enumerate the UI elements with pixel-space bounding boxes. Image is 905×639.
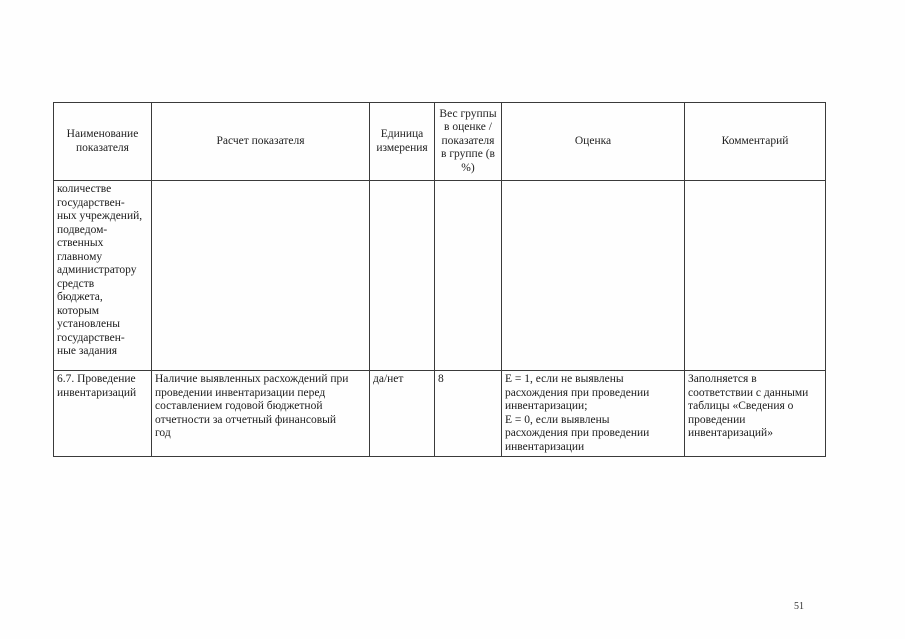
continuation-name-cell: количестве государствен- ных учреждений, подведом- ственных главному администратору средств бюджета, которым установлены государствен- ные задания: [54, 181, 152, 371]
header-calculation: Расчет показателя: [152, 103, 370, 181]
header-weight: Вес группы в оценке / показателя в группе (в %): [435, 103, 502, 181]
header-indicator-name: Наименование показателя: [54, 103, 152, 181]
row-6-7-weight: 8: [435, 371, 502, 457]
row-6-7-unit: да/нет: [370, 371, 435, 457]
empty-cell: [685, 181, 826, 371]
row-6-7-evaluation: E = 1, если не выявлены расхождения при проведении инвентаризации; E = 0, если выявлены расхождения при проведении инвентаризации: [502, 371, 685, 457]
table-row: [54, 181, 826, 371]
empty-cell: [502, 181, 685, 371]
empty-cell: [370, 181, 435, 371]
header-evaluation: Оценка: [502, 103, 685, 181]
page-number: 51: [794, 601, 804, 612]
indicators-table: [53, 102, 826, 457]
empty-cell: [152, 181, 370, 371]
row-6-7-comment: Заполняется в соответствии с данными таблицы «Сведения о проведении инвентаризаций»: [685, 371, 826, 457]
empty-cell: [435, 181, 502, 371]
header-comment: Комментарий: [685, 103, 826, 181]
table-row: [54, 371, 826, 457]
row-6-7-calculation: Наличие выявленных расхождений при проведении инвентаризации перед составлением годовой бюджетной отчетности за отчетный финансовый год: [152, 371, 370, 457]
header-unit: Единица измерения: [370, 103, 435, 181]
row-6-7-name: 6.7. Проведение инвентаризаций: [54, 371, 152, 457]
table-header-row: [54, 103, 826, 181]
